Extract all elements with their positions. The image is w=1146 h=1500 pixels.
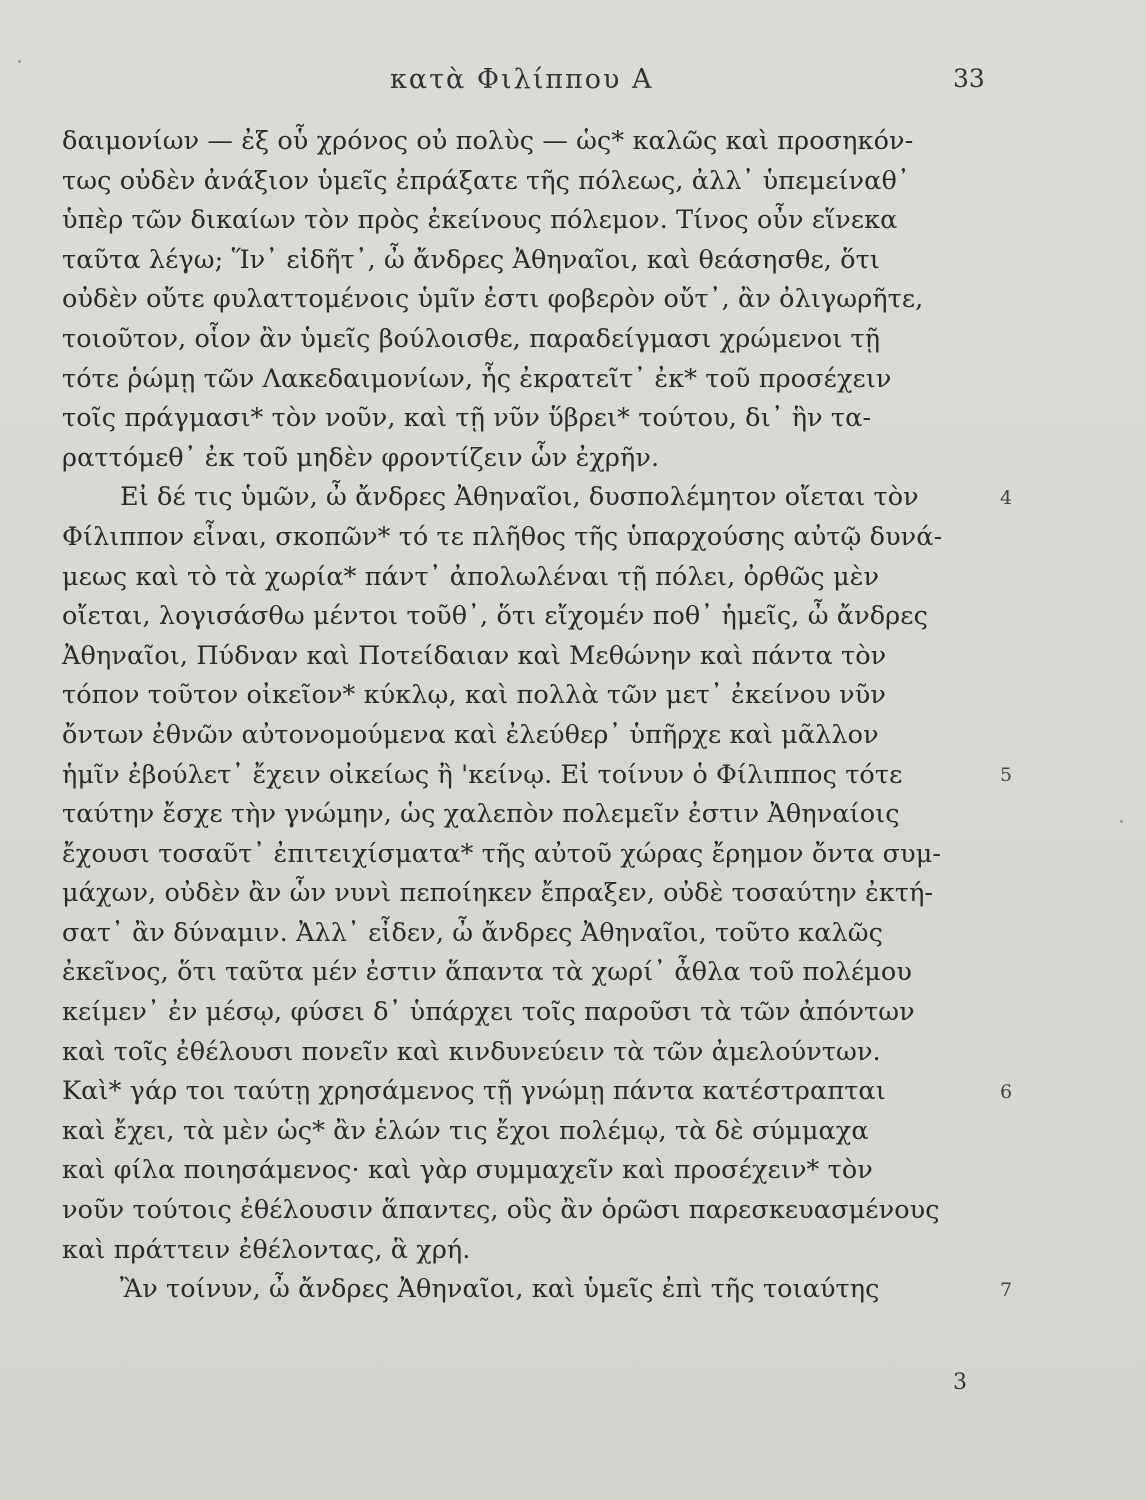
text-line: ἐκεῖνος, ὅτι ταῦτα μέν ἐστιν ἅπαντα τὰ χωρί᾽ ἆθλα τοῦ πολέμου [62,957,912,988]
paper-speck [1120,820,1123,823]
text-line: σατ᾽ ἂν δύναμιν. Ἀλλ᾽ εἶδεν, ὦ ἄνδρες Ἀθηναῖοι, τοῦτο καλῶς [62,917,884,948]
section-number: 7 [1000,1279,1013,1301]
text-line: μεως καὶ τὸ τὰ χωρία* πάντ᾽ ἀπολωλέναι τῇ πόλει, ὀρθῶς μὲν [62,561,880,592]
text-line: ταύτην ἔσχε τὴν γνώμην, ὡς χαλεπὸν πολεμεῖν ἐστιν Ἀθηναίοις [62,799,900,830]
text-line: μάχων, οὐδὲν ἂν ὧν νυνὶ πεποίηκεν ἔπραξεν, οὐδὲ τοσαύτην ἐκτή- [62,878,934,909]
section-number: 6 [1000,1081,1013,1103]
text-line: ραττόμεθ᾽ ἐκ τοῦ μηδὲν φροντίζειν ὧν ἐχρῆν. [62,442,660,473]
paragraph-start-line: Εἰ δέ τις ὑμῶν, ὦ ἄνδρες Ἀθηναῖοι, δυσπολέμητον οἴεται τὸν [120,482,919,513]
text-line: δαιμονίων — ἐξ οὗ χρόνος οὐ πολὺς — ὡς* καλῶς καὶ προσηκόν- [62,126,914,156]
text-line: ὑπὲρ τῶν δικαίων τὸν πρὸς ἐκείνους πόλεμον. Τίνος οὖν εἵνεκα [62,205,898,236]
text-line: καὶ πράττειν ἐθέλοντας, ἃ χρή. [62,1234,471,1265]
text-line: καὶ φίλα ποιησάμενος· καὶ γὰρ συμμαχεῖν καὶ προσέχειν* τὸν [62,1155,873,1186]
section-number: 4 [1000,487,1013,509]
text-line: Φίλιππον εἶναι, σκοπῶν* τό τε πλῆθος τῆς ὑπαρχούσης αὐτῷ δυνά- [62,521,943,552]
text-line: κείμεν᾽ ἐν μέσῳ, φύσει δ᾽ ὑπάρχει τοῖς παροῦσι τὰ τῶν ἀπόντων [62,997,915,1028]
signature-mark: 3 [953,1370,967,1395]
text-line: Ἀθηναῖοι, Πύδναν καὶ Ποτείδαιαν καὶ Μεθώνην καὶ πάντα τὸν [62,640,887,671]
text-line: τοιοῦτον, οἷον ἂν ὑμεῖς βούλοισθε, παραδείγμασι χρώμενοι τῇ [62,323,881,354]
running-title: κατὰ Φιλίππου Α [390,64,654,95]
text-line: ἡμῖν ἐβούλετ᾽ ἔχειν οἰκείως ἢ 'κείνῳ. Εἰ τοίνυν ὁ Φίλιππος τότε [62,759,903,790]
paper-speck [18,60,21,63]
text-line: ὄντων ἐθνῶν αὐτονομούμενα καὶ ἐλεύθερ᾽ ὑπῆρχε καὶ μᾶλλον [62,719,879,750]
text-line: τόπον τοῦτον οἰκεῖον* κύκλῳ, καὶ πολλὰ τῶν μετ᾽ ἐκείνου νῦν [62,680,886,711]
text-line: καὶ ἔχει, τὰ μὲν ὡς* ἂν ἑλών τις ἔχοι πολέμῳ, τὰ δὲ σύμμαχα [62,1115,869,1146]
text-line: τως οὐδὲν ἀνάξιον ὑμεῖς ἐπράξατε τῆς πόλεως, ἀλλ᾽ ὑπεμείναθ᾽ [62,165,910,196]
body-text [62,122,992,1310]
page-number: 33 [953,64,985,93]
text-line: τότε ῥώμῃ τῶν Λακεδαιμονίων, ἧς ἐκρατεῖτ᾽ ἐκ* τοῦ προσέχειν [62,363,892,394]
section-number: 5 [1000,764,1013,786]
text-line: νοῦν τούτοις ἐθέλουσιν ἅπαντες, οὓς ἂν ὁρῶσι παρεσκευασμένους [62,1195,940,1226]
text-line: οὐδὲν οὔτε φυλαττομένοις ὑμῖν ἐστι φοβερὸν οὔτ᾽, ἂν ὀλιγωρῆτε, [62,284,924,315]
text-line: ἔχουσι τοσαῦτ᾽ ἐπιτειχίσματα* τῆς αὐτοῦ χώρας ἔρημον ὄντα συμ- [62,838,942,869]
text-line: ταῦτα λέγω; Ἵν᾽ εἰδῆτ᾽, ὦ ἄνδρες Ἀθηναῖοι, καὶ θεάσησθε, ὅτι [62,244,880,275]
text-line: καὶ τοῖς ἐθέλουσι πονεῖν καὶ κινδυνεύειν τὰ τῶν ἀμελούντων. [62,1036,881,1067]
text-line: τοῖς πράγμασι* τὸν νοῦν, καὶ τῇ νῦν ὕβρει* τούτου, δι᾽ ἣν τα- [62,403,872,434]
paragraph-start-line: Ἂν τοίνυν, ὦ ἄνδρες Ἀθηναῖοι, καὶ ὑμεῖς ἐπὶ τῆς τοιαύτης [120,1274,880,1305]
text-line: Καὶ* γάρ τοι ταύτῃ χρησάμενος τῇ γνώμῃ πάντα κατέστραπται [62,1076,886,1107]
running-header [0,64,1146,104]
text-line: οἴεται, λογισάσθω μέντοι τοῦθ᾽, ὅτι εἴχομέν ποθ᾽ ἡμεῖς, ὦ ἄνδρες [62,601,928,632]
